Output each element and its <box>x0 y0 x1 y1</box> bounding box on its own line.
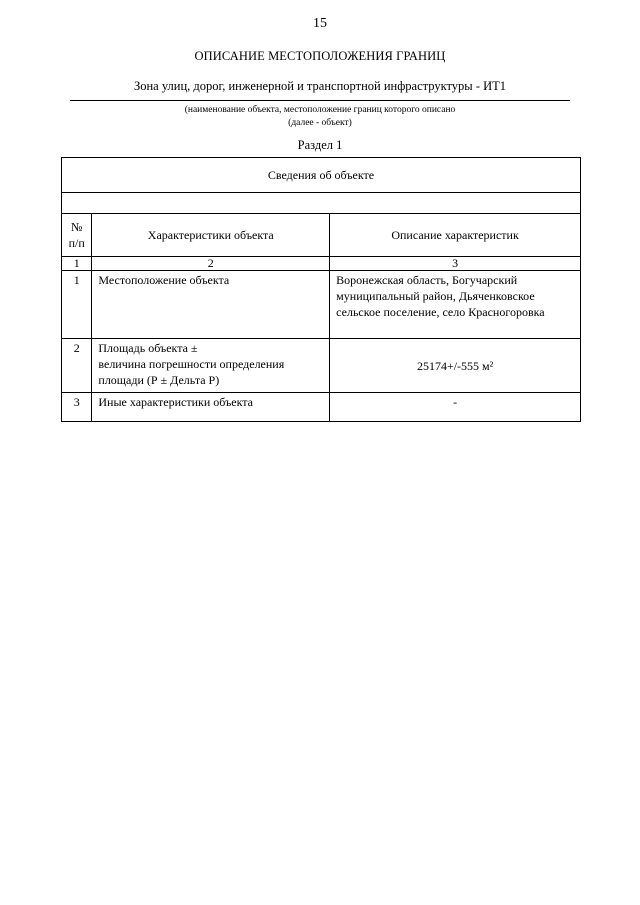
caption-line-1: (наименование объекта, местоположение границ которого описано <box>184 105 456 115</box>
document-title: ОПИСАНИЕ МЕСТОПОЛОЖЕНИЯ ГРАНИЦ <box>194 49 446 63</box>
column-number-3: 3 <box>330 257 581 271</box>
column-header-description: Описание характеристик <box>330 214 581 257</box>
table-heading: Сведения об объекте <box>62 158 581 193</box>
row-characteristic: Иные характеристики объекта <box>92 393 330 422</box>
table-heading-row <box>62 158 581 193</box>
row-description: - <box>330 393 581 422</box>
column-number-2: 2 <box>92 257 330 271</box>
column-header-number-line2: п/п <box>68 236 85 250</box>
row-description: Воронежская область, Богучарский муниципальный район, Дьяченковское сельское поселение, село Красногоровка <box>330 271 581 339</box>
row-characteristic-line2: величина погрешности определения площади (Р ± Дельта Р) <box>98 357 285 387</box>
object-name-caption <box>70 104 570 130</box>
column-header-number-line1: № <box>70 220 83 234</box>
page-number: 15 <box>313 16 327 31</box>
table-column-number-row <box>62 257 581 271</box>
object-name-underline <box>70 100 570 101</box>
section-title: Раздел 1 <box>297 138 343 152</box>
row-characteristic-line1: Площадь объекта ± <box>98 341 198 355</box>
empty-cell <box>62 193 581 214</box>
column-header-number <box>62 214 92 257</box>
row-number: 3 <box>62 393 92 422</box>
object-info-table <box>61 157 581 422</box>
caption-line-2: (далее - объект) <box>288 118 352 128</box>
row-number: 1 <box>62 271 92 339</box>
table-column-header-row <box>62 214 581 257</box>
row-number: 2 <box>62 339 92 393</box>
table-row <box>62 393 581 422</box>
object-name: Зона улиц, дорог, инженерной и транспортной инфраструктуры - ИТ1 <box>133 79 507 93</box>
column-number-1: 1 <box>62 257 92 271</box>
table-empty-row <box>62 193 581 214</box>
column-header-characteristics: Характеристики объекта <box>92 214 330 257</box>
row-description: 25174+/-555 м² <box>330 339 581 393</box>
row-characteristic <box>92 339 330 393</box>
row-characteristic: Местоположение объекта <box>92 271 330 339</box>
table-row <box>62 339 581 393</box>
table-row <box>62 271 581 339</box>
